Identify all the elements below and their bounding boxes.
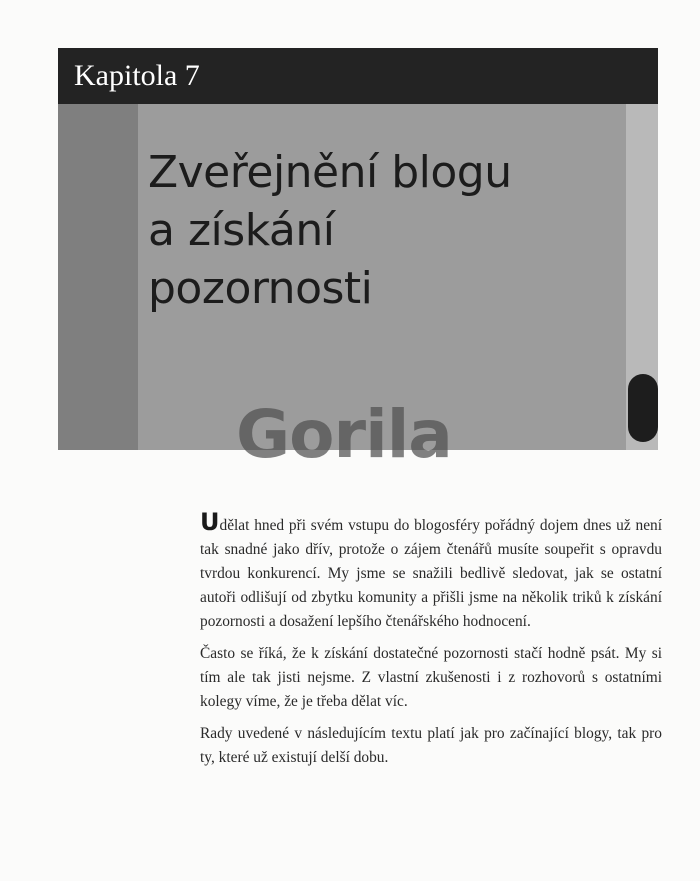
- chapter-title-line-2: a získání: [148, 205, 335, 256]
- paragraph-intro: [200, 508, 662, 634]
- chapter-title: [148, 144, 618, 318]
- body-text: [200, 508, 662, 778]
- chapter-banner: [58, 48, 658, 450]
- paragraph-2: Často se říká, že k získání dostatečné pozornosti stačí hodně psát. My si tím ale tak jisti nejsme. Z vlastní zkušenosti i z rozhovorů s ostatními kolegy víme, že je třeba dělat víc.: [200, 645, 662, 710]
- drop-initial: U: [200, 508, 220, 536]
- watermark-logo: Gorila: [236, 396, 452, 473]
- banner-left-strip: [58, 104, 138, 450]
- chapter-title-line-1: Zveřejnění blogu: [148, 147, 512, 198]
- chapter-side-tab: [628, 374, 658, 442]
- chapter-title-line-3: pozornosti: [148, 263, 373, 314]
- paragraph-3: Rady uvedené v následujícím textu platí jak pro začínající blogy, tak pro ty, které už existují delší dobu.: [200, 725, 662, 766]
- paragraph-intro-text: dělat hned při svém vstupu do blogosféry pořádný dojem dnes už není tak snadné jako dřív, protože o zájem čtenářů musíte soupeřit s opravdu tvrdou konkurencí. My jsme se snažili bedlivě sledovat, jak se ostatní autoři odlišují od zbytku komunity a přišli jsme na několik triků k získání pozornosti a dosažení lepšího čtenářského hodnocení.: [200, 517, 662, 630]
- chapter-label: Kapitola 7: [74, 59, 200, 92]
- chapter-header-bar: [58, 48, 658, 104]
